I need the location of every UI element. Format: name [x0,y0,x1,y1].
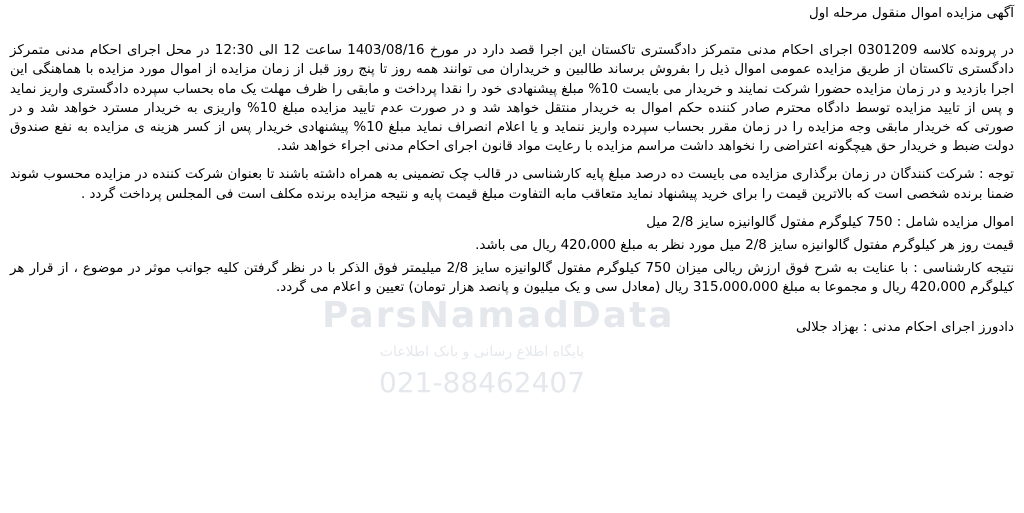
watermark-phone: 021-88462407 [378,366,586,399]
signature-line: دادورز اجرای احکام مدنی : بهزاد جلالی [795,319,1014,335]
watermark-logo: ParsNamadData [322,295,675,336]
expert-paragraph: نتیجه کارشناسی : با عنایت به شرح فوق ارزش ریالی میزان 750 کیلوگرم مفتول گالوانیزه سایز 2/8 میلیمتر فوق الذکر با در نظر گرفتن کلیه جوانب موثر در موضوع ، از قرار هر کیلوگرم 420،000 ریال و مجموعا به مبلغ 315،000،000 ریال (معادل سی و یک میلیون و پانصد هزار تومان) تعیین و اعلام می گردد. [10,261,1014,296]
items-line: اموال مزایده شامل : 750 کیلوگرم مفتول گالوانیزه سایز 2/8 میل [646,214,1014,230]
main-paragraph: در پرونده کلاسه 0301209 اجرای احکام مدنی متمرکز دادگستری تاکستان این اجرا قصد دارد در مورخ 1403/08/16 ساعت 12 الی 12:30 در محل اجرای احکام مدنی متمرکز دادگستری تاکستان از طریق مزایده عمومی اموال ذیل را بفروش برساند طالبین و خریداران می توانند همه روز تا پنج روز قبل از زمان مزایده از اموال مورد مزایده با هماهنگی این اجرا بازدید و در زمان مزایده حضورا شرکت نمایند و خریدار می بایست 10% مبلغ پیشنهادی خود را نقدا پرداخت و مابقی را ظرف مهلت یک ماه بحساب سپرده دادگستری واریز نماید و پس از تایید مزایده توسط دادگاه محترم صادر کننده حکم اموال به خریدار منتقل خواهد شد و در صورت عدم تایید مزایده مبلغ 10% واریزی به خریدار مسترد خواهد شد و در صورتی که خریدار مابقی وجه مزایده را در زمان مقرر بحساب سپرده واریز ننماید و یا اعلام انصراف نماید مبلغ 10% پیشنهادی خریدار پس از کسر هزینه ی مزایده به نفع صندوق دولت ضبط و خریدار حق هیچگونه اعتراضی را نخواهد داشت مراسم مزایده با رعایت مواد قانون اجرای احکام مدنی اجراء خواهد شد. [10,43,1015,155]
watermark-subtitle: پایگاه اطلاع رسانی و بانک اطلاعات [379,344,585,360]
notice-title: آگهی مزایده اموال منقول مرحله اول [808,6,1014,21]
note-paragraph: توجه : شرکت کنندگان در زمان برگذاری مزایده می بایست ده درصد مبلغ پایه کارشناسی در قالب چک تضمینی به همراه داشته باشند تا بعنوان شرکت کننده در مزایده محسوب شوند ضمنا برنده شخصی است که بالاترین قیمت را برای خرید پیشنهاد نماید متعاقب مابه التفاوت مبلغ قیمت پایه و نتیجه مزایده برنده مکلف است فی المجلس پرداخت گردد . [10,167,1014,202]
price-line: قیمت روز هر کیلوگرم مفتول گالوانیزه سایز 2/8 میل مورد نظر به مبلغ 420،000 ریال می باشد. [475,238,1014,254]
